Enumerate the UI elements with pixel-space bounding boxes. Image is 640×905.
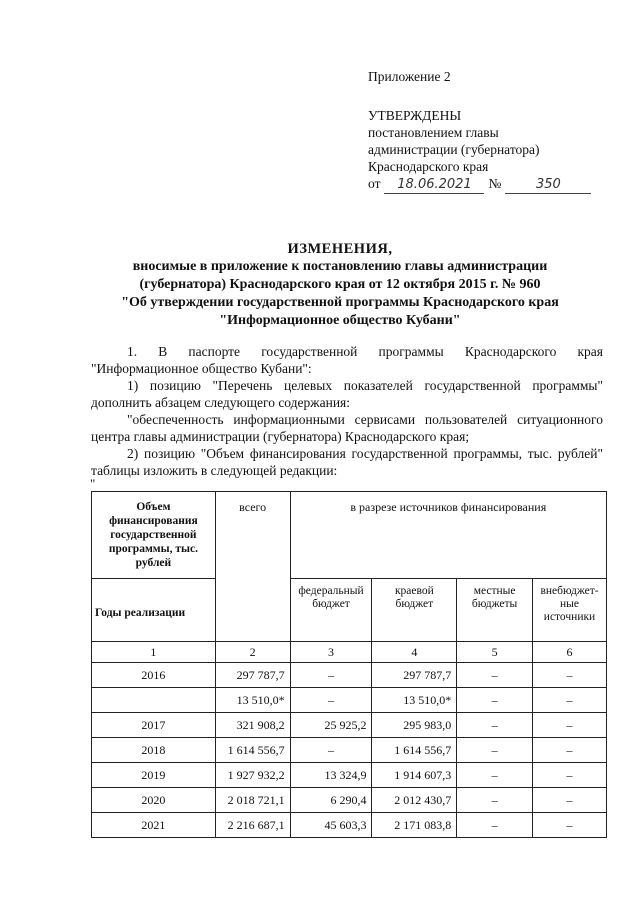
cell-total: 297 787,7	[215, 663, 290, 688]
cell-extra: –	[533, 713, 607, 738]
cell-total: 13 510,0*	[215, 688, 290, 713]
cell-year: 2018	[92, 738, 216, 763]
column-number: 3	[290, 642, 372, 663]
table-row	[92, 688, 607, 713]
table-row	[92, 788, 607, 813]
paragraph-2: 1) позицию "Перечень целевых показателей государственной программы" дополнить абзацем следующего содержания:	[91, 378, 603, 410]
approved-line-3: Краснодарского края	[368, 159, 489, 174]
cell-local: –	[457, 663, 533, 688]
header-years: Годы реализации	[92, 579, 216, 642]
cell-regional: 297 787,7	[372, 663, 457, 688]
cell-year	[92, 688, 216, 713]
column-number: 2	[215, 642, 290, 663]
cell-year: 2016	[92, 663, 216, 688]
from-label: от	[368, 176, 381, 191]
header-federal: федеральный бюджет	[290, 579, 372, 642]
table-row	[92, 713, 607, 738]
cell-total: 2 018 721,1	[215, 788, 290, 813]
title-line-4: "Информационное общество Кубани"	[219, 313, 461, 328]
cell-year: 2017	[92, 713, 216, 738]
header-regional: краевой бюджет	[372, 579, 457, 642]
title-line-3: "Об утверждении государственной программы Краснодарского края	[121, 295, 559, 310]
table-row	[92, 663, 607, 688]
appendix-label: Приложение 2	[368, 69, 451, 84]
cell-local: –	[457, 688, 533, 713]
cell-regional: 1 614 556,7	[372, 738, 457, 763]
cell-federal: 6 290,4	[290, 788, 372, 813]
cell-regional: 295 983,0	[372, 713, 457, 738]
table-row	[92, 738, 607, 763]
cell-federal: –	[290, 738, 372, 763]
opening-quote: "	[90, 476, 96, 491]
cell-regional: 2 012 430,7	[372, 788, 457, 813]
number-label: №	[488, 176, 502, 191]
table-header-row	[92, 492, 607, 579]
title-line-2: (губернатора) Краснодарского края от 12 октября 2015 г. № 960	[139, 277, 541, 292]
header-total: всего	[215, 492, 290, 642]
cell-total: 1 614 556,7	[215, 738, 290, 763]
cell-federal: –	[290, 663, 372, 688]
handwritten-date: 18.06.2021	[384, 176, 484, 194]
cell-local: –	[457, 763, 533, 788]
handwritten-number: 350	[505, 176, 591, 194]
date-number-line	[368, 175, 591, 194]
cell-local: –	[457, 713, 533, 738]
paragraph-1: 1. В паспорте государственной программы Краснодарского края "Информационное общество Кубани":	[91, 344, 603, 376]
cell-federal: –	[290, 688, 372, 713]
cell-extra: –	[533, 763, 607, 788]
cell-total: 1 927 932,2	[215, 763, 290, 788]
column-number-row	[92, 642, 607, 663]
cell-regional: 2 171 083,8	[372, 813, 457, 838]
cell-regional: 1 914 607,3	[372, 763, 457, 788]
column-number: 4	[372, 642, 457, 663]
header-volume: Объем финансирования государственной программы, тыс. рублей	[92, 492, 216, 579]
cell-extra: –	[533, 813, 607, 838]
cell-extra: –	[533, 663, 607, 688]
column-number: 1	[92, 642, 216, 663]
title-line-1: вносимые в приложение к постановлению главы администрации	[132, 259, 548, 274]
column-number: 6	[533, 642, 607, 663]
cell-year: 2021	[92, 813, 216, 838]
approved-label: УТВЕРЖДЕНЫ	[368, 108, 462, 123]
cell-extra: –	[533, 788, 607, 813]
cell-federal: 45 603,3	[290, 813, 372, 838]
cell-local: –	[457, 788, 533, 813]
cell-local: –	[457, 738, 533, 763]
cell-total: 321 908,2	[215, 713, 290, 738]
column-number: 5	[457, 642, 533, 663]
paragraph-4: 2) позицию "Объем финансирования государственной программы, тыс. рублей" таблицы изложить в следующей редакции:	[91, 446, 603, 478]
cell-year: 2020	[92, 788, 216, 813]
table-row	[92, 763, 607, 788]
title-heading: ИЗМЕНЕНИЯ,	[287, 241, 393, 257]
cell-federal: 25 925,2	[290, 713, 372, 738]
document-title	[70, 240, 610, 330]
approval-block	[368, 68, 591, 194]
header-local: местные бюджеты	[457, 579, 533, 642]
header-extra: внебюджет-ные источники	[533, 579, 607, 642]
cell-extra: –	[533, 738, 607, 763]
cell-total: 2 216 687,1	[215, 813, 290, 838]
cell-extra: –	[533, 688, 607, 713]
cell-regional: 13 510,0*	[372, 688, 457, 713]
cell-federal: 13 324,9	[290, 763, 372, 788]
paragraph-3: "обеспеченность информационными сервисами пользователей ситуационного центра главы администрации (губернатора) Краснодарского края;	[91, 412, 603, 444]
approved-line-1: постановлением главы	[368, 125, 499, 140]
approved-line-2: администрации (губернатора)	[368, 142, 540, 157]
financing-table	[91, 491, 607, 838]
header-sources: в разрезе источников финансирования	[290, 492, 606, 579]
cell-year: 2019	[92, 763, 216, 788]
body-text	[91, 343, 603, 479]
table-row	[92, 813, 607, 838]
cell-local: –	[457, 813, 533, 838]
table-subheader-row	[92, 579, 607, 642]
